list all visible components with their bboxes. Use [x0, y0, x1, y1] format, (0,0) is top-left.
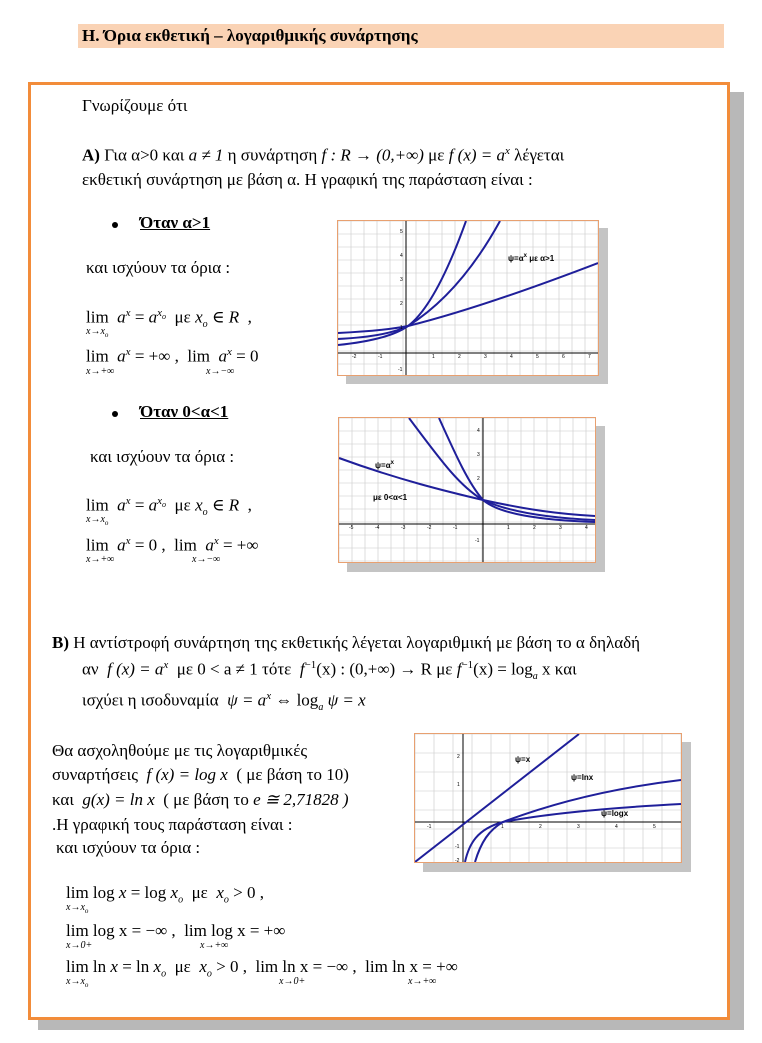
svg-text:7: 7 — [588, 354, 591, 360]
curve-ln — [465, 780, 681, 862]
section-b-line1: Β) Η αντίστροφή συνάρτηση της εκθετικής λέγεται λογαριθμική με βάση το α δηλαδή — [52, 633, 641, 652]
svg-text:4: 4 — [615, 824, 618, 830]
svg-text:5: 5 — [400, 229, 403, 235]
log-limit2: lim log x = −∞ , lim log x = +∞ — [66, 921, 286, 940]
svg-text:6: 6 — [562, 354, 565, 360]
ln-limit: $\lim \ln x = \ln x_o$ με $x_o > 0$ , lim ln x = −∞ , lim ln x = +∞ — [66, 957, 458, 980]
svg-text:2: 2 — [400, 301, 403, 307]
svg-text:3: 3 — [559, 525, 562, 531]
section-c-line1: Θα ασχοληθούμε με τις λογαριθμικές — [52, 741, 308, 760]
graph2-svg — [339, 418, 595, 562]
svg-text:1: 1 — [432, 354, 435, 360]
svg-text:με 0<α<1: με 0<α<1 — [373, 493, 408, 502]
case2-limit1: $\lim a^x = a^{x_o}$ με $x_o$ ∈ R , — [86, 495, 252, 519]
section-a-line2: εκθετική συνάρτηση με βάση α. Η γραφική της παράσταση είναι : — [82, 170, 533, 189]
case1-limit2-sub1: x→+∞ — [86, 366, 115, 377]
graph1-label: $\psi=\alpha^x$ με α>1 — [508, 253, 555, 263]
graph-log — [414, 733, 682, 863]
section-a-line1: Α) Για α>0 και a ≠ 1 η συνάρτηση f : R → (0,+∞) με f $(x) = a^x$ λέγεται — [82, 145, 565, 165]
svg-text:-2: -2 — [427, 525, 432, 531]
svg-text:-3: -3 — [401, 525, 406, 531]
svg-text:-4: -4 — [375, 525, 380, 531]
svg-text:1: 1 — [400, 325, 403, 331]
svg-text:1: 1 — [507, 525, 510, 531]
case2-limit2: $\lim a^x = 0$ , $\lim a^x$ = +∞ — [86, 535, 259, 555]
case1-limit1: $\lim a^x = a^{x_o}$ με $x_o$ ∈ R , — [86, 307, 252, 331]
svg-text:4: 4 — [585, 525, 588, 531]
bullet-dot-2 — [112, 411, 118, 417]
case1-heading: Όταν α>1 — [140, 213, 211, 232]
log-limit1: $\lim \log x = \log x_o$ με $x_o > 0$ , — [66, 883, 264, 906]
svg-text:ψ=x: ψ=x — [515, 755, 531, 764]
ln-limit-sub3: x→+∞ — [408, 976, 437, 987]
graph3-svg — [415, 734, 681, 862]
svg-text:1: 1 — [457, 782, 460, 788]
svg-text:4: 4 — [510, 354, 513, 360]
case2-heading: Όταν 0<α<1 — [140, 402, 229, 421]
svg-text:5: 5 — [653, 824, 656, 830]
section-b-line3: ισχύει η ισοδυναμία $\psi = a^x$ ⇔ $\log_a \psi = x$ — [82, 690, 366, 714]
section-title: Η. Όρια εκθετική – λογαριθμικής συνάρτησης — [78, 24, 724, 48]
svg-text:-2: -2 — [352, 354, 357, 360]
bullet-dot — [112, 222, 118, 228]
section-b-line2: αν f $(x) = a^x$ με 0 < a ≠ 1 τότε $f^{-1}(x)$ : (0,+∞) → R με $f^{-1}(x) = \log_a x$ και — [82, 659, 577, 683]
case1-limit2-sub2: x→−∞ — [206, 366, 235, 377]
svg-text:1: 1 — [501, 824, 504, 830]
svg-text:-1: -1 — [475, 538, 480, 544]
section-c-line4: .Η γραφική τους παράσταση είναι : — [52, 815, 293, 834]
svg-text:2: 2 — [533, 525, 536, 531]
ln-limit-sub1: $x\to x_o$ — [66, 976, 89, 989]
svg-text:2: 2 — [539, 824, 542, 830]
svg-text:ψ=lnx: ψ=lnx — [571, 773, 594, 782]
svg-text:2: 2 — [477, 476, 480, 482]
svg-text:2: 2 — [458, 354, 461, 360]
ln-limit-sub2: x→0+ — [279, 976, 306, 987]
svg-text:ψ=αx: $\psi=\alpha^x$ — [375, 460, 394, 470]
svg-text:4: 4 — [400, 253, 403, 259]
case1-limit1-sub: $x\to x_o$ — [86, 326, 109, 339]
svg-text:4: 4 — [477, 428, 480, 434]
intro-text: Γνωρίζουμε ότι — [82, 96, 188, 115]
svg-text:3: 3 — [577, 824, 580, 830]
svg-text:3: 3 — [484, 354, 487, 360]
svg-text:-1: -1 — [427, 824, 432, 830]
curve-log — [475, 804, 681, 862]
log-limit2-sub1: x→0+ — [66, 940, 93, 951]
graph1-svg — [338, 221, 598, 375]
case2-limit2-sub1: x→+∞ — [86, 554, 115, 565]
case2-limit1-sub: $x\to x_o$ — [86, 514, 109, 527]
svg-text:-1: -1 — [378, 354, 383, 360]
section-c-line3: και g(x) = ln x ( με βάση το e ≅ 2,71828 ) — [52, 790, 349, 809]
svg-text:-1: -1 — [455, 844, 460, 850]
log-limit1-sub: $x\to x_o$ — [66, 902, 89, 915]
section-c-line5: και ισχύουν τα όρια : — [56, 838, 201, 857]
log-limit2-sub2: x→+∞ — [200, 940, 229, 951]
svg-text:2: 2 — [457, 754, 460, 760]
curve-mid — [338, 221, 500, 345]
section-c-line2: συναρτήσεις f (x) = log x ( με βάση το 10) — [52, 765, 349, 784]
svg-text:-5: -5 — [349, 525, 354, 531]
case2-subtitle: και ισχύουν τα όρια : — [90, 447, 235, 466]
case2-limit2-sub2: x→−∞ — [192, 554, 221, 565]
svg-text:-1: -1 — [453, 525, 458, 531]
svg-text:3: 3 — [400, 277, 403, 283]
svg-text:5: 5 — [536, 354, 539, 360]
graph-exp-a-lt-1 — [338, 417, 596, 563]
svg-text:-2: -2 — [455, 858, 460, 862]
svg-text:3: 3 — [477, 452, 480, 458]
svg-text:ψ=logx: ψ=logx — [601, 809, 629, 818]
graph-exp-a-gt-1 — [337, 220, 599, 376]
svg-text:-1: -1 — [398, 367, 403, 373]
case1-limit2: $\lim a^x$ = +∞ , $\lim a^x = 0$ — [86, 346, 259, 366]
case1-subtitle: και ισχύουν τα όρια : — [86, 258, 231, 277]
